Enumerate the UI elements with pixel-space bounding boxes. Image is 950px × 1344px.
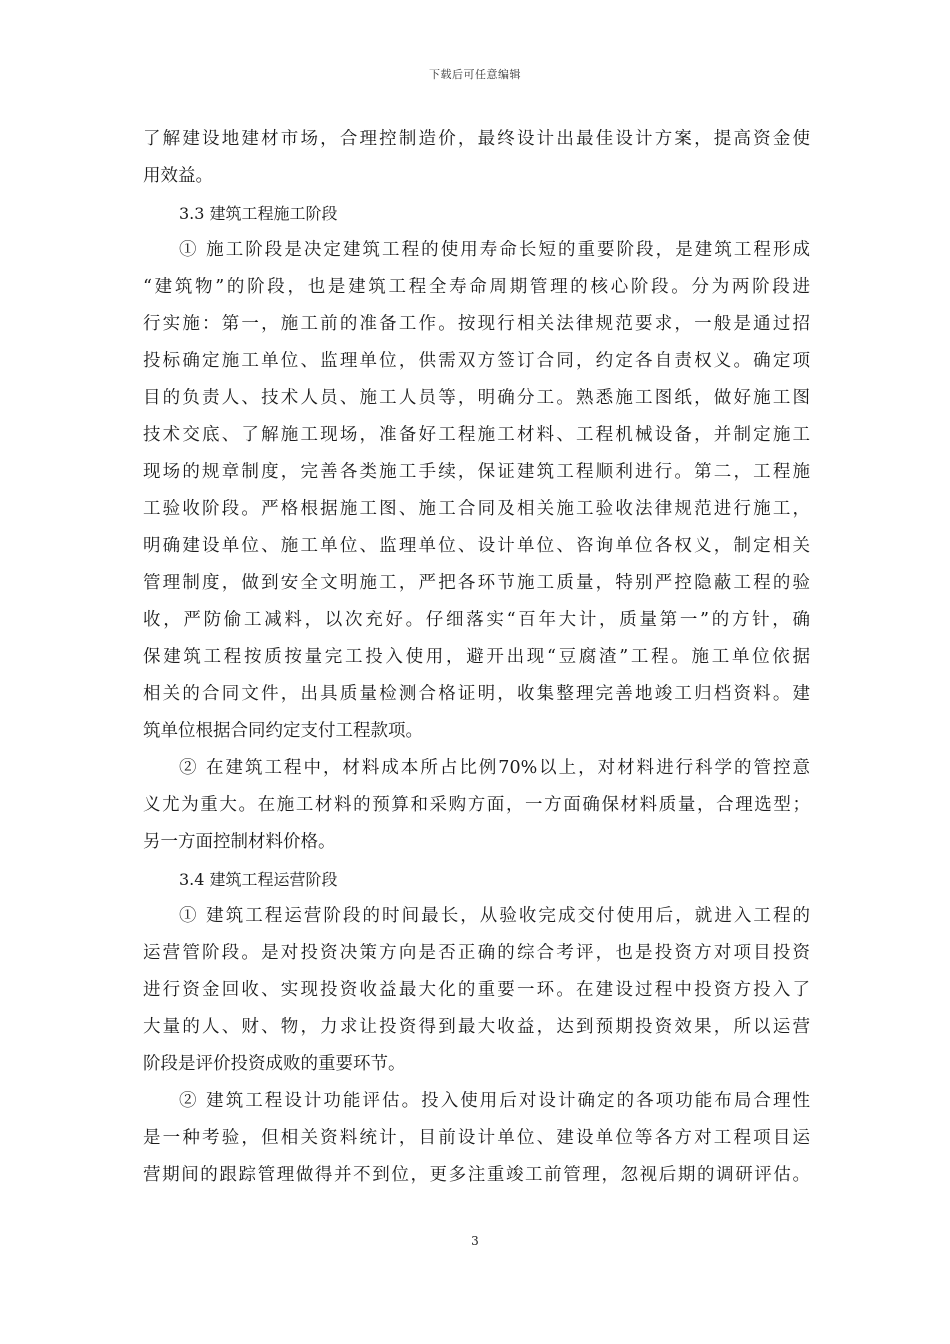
text-line: ① 施工阶段是决定建筑工程的使用寿命长短的重要阶段，是建筑工程形成 [179, 240, 810, 260]
text-line: 义尤为重大。在施工材料的预算和采购方面，一方面确保材料质量，合理选型； [143, 795, 810, 815]
text-line: 目的负责人、技术人员、施工人员等，明确分工。熟悉施工图纸，做好施工图 [143, 388, 810, 408]
page-number: 3 [471, 1234, 479, 1248]
document-body [143, 121, 810, 1194]
text-line: 进行资金回收、实现投资收益最大化的重要一环。在建设过程中投资方投入了 [143, 980, 810, 1000]
text-line: 工验收阶段。严格根据施工图、施工合同及相关施工验收法律规范进行施工， [143, 499, 810, 519]
text-line: 现场的规章制度，完善各类施工手续，保证建筑工程顺利进行。第二，工程施 [143, 462, 810, 482]
text-line: 行实施：第一，施工前的准备工作。按现行相关法律规范要求，一般是通过招 [143, 314, 810, 334]
section-heading: 3.3 建筑工程施工阶段 [179, 204, 338, 223]
text-line: 运营管阶段。是对投资决策方向是否正确的综合考评，也是投资方对项目投资 [143, 943, 810, 963]
text-line: 相关的合同文件，出具质量检测合格证明，收集整理完善地竣工归档资料。建 [143, 684, 810, 704]
text-line: 另一方面控制材料价格。 [143, 832, 336, 852]
page-header: 下载后可任意编辑 [429, 68, 521, 81]
text-line: ② 在建筑工程中，材料成本所占比例70%以上，对材料进行科学的管控意 [179, 758, 810, 778]
text-line: 大量的人、财、物，力求让投资得到最大收益，达到预期投资效果，所以运营 [143, 1017, 810, 1037]
text-line: 明确建设单位、施工单位、监理单位、设计单位、咨询单位各权义，制定相关 [143, 536, 810, 556]
section-heading: 3.4 建筑工程运营阶段 [179, 870, 338, 889]
text-line: 阶段是评价投资成败的重要环节。 [143, 1054, 406, 1074]
text-line: 保建筑工程按质按量完工投入使用，避开出现“豆腐渣”工程。施工单位依据 [143, 647, 810, 667]
text-line: 投标确定施工单位、监理单位，供需双方签订合同，约定各自责权义。确定项 [143, 351, 810, 371]
text-line: 了解建设地建材市场，合理控制造价，最终设计出最佳设计方案，提高资金使 [143, 129, 810, 149]
text-line: 用效益。 [143, 166, 213, 186]
text-line: 收，严防偷工减料，以次充好。仔细落实“百年大计，质量第一”的方针，确 [143, 610, 810, 630]
text-line: 管理制度，做到安全文明施工，严把各环节施工质量，特别严控隐蔽工程的验 [143, 573, 810, 593]
text-line: ① 建筑工程运营阶段的时间最长，从验收完成交付使用后，就进入工程的 [179, 906, 810, 926]
text-line: 技术交底、了解施工现场，准备好工程施工材料、工程机械设备，并制定施工 [143, 425, 810, 445]
text-line: 是一种考验，但相关资料统计，目前设计单位、建设单位等各方对工程项目运 [143, 1128, 810, 1148]
text-line: “建筑物”的阶段，也是建筑工程全寿命周期管理的核心阶段。分为两阶段进 [143, 277, 810, 297]
text-line: ② 建筑工程设计功能评估。投入使用后对设计确定的各项功能布局合理性 [179, 1091, 810, 1111]
text-line: 筑单位根据合同约定支付工程款项。 [143, 721, 423, 741]
text-line: 营期间的跟踪管理做得并不到位，更多注重竣工前管理，忽视后期的调研评估。 [143, 1165, 810, 1185]
